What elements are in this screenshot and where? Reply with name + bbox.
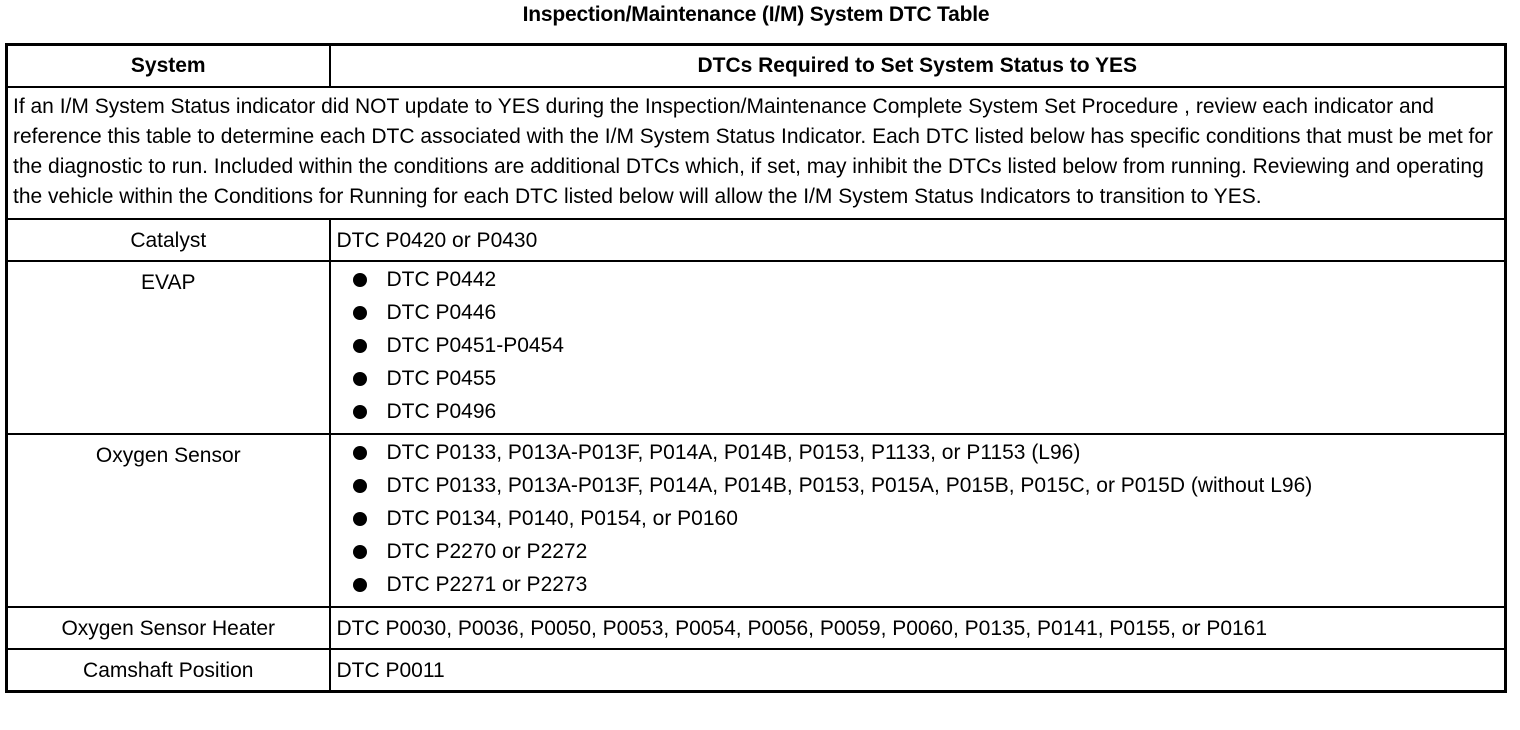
bullet-icon	[353, 479, 367, 493]
list-item	[351, 502, 1505, 535]
system-name: EVAP	[7, 261, 330, 434]
dtc-item-text: DTC P0133, P013A-P013F, P014A, P014B, P0153, P1133, or P1153 (L96)	[386, 441, 1081, 464]
dtc-list	[331, 262, 1505, 433]
list-item	[351, 395, 1505, 428]
system-name: Oxygen Sensor Heater	[7, 607, 330, 649]
list-item	[351, 263, 1505, 296]
dtc-item-text: DTC P0496	[386, 400, 497, 423]
bullet-icon	[353, 273, 367, 287]
list-item	[351, 362, 1505, 395]
bullet-icon	[353, 545, 367, 559]
table-row	[7, 434, 1506, 607]
bullet-icon	[353, 446, 367, 460]
system-name: Oxygen Sensor	[7, 434, 330, 607]
list-item	[351, 296, 1505, 329]
dtc-item-text: DTC P0442	[386, 268, 497, 291]
bullet-icon	[353, 578, 367, 592]
dtc-item-text: DTC P2270 or P2272	[386, 540, 588, 563]
table-row	[7, 261, 1506, 434]
list-item	[351, 568, 1505, 601]
system-name: Catalyst	[7, 219, 330, 261]
bullet-icon	[353, 512, 367, 526]
dtc-value: DTC P0011	[330, 649, 1506, 692]
header-system: System	[7, 45, 330, 88]
system-name: Camshaft Position	[7, 649, 330, 692]
dtc-item-text: DTC P2271 or P2273	[386, 573, 588, 596]
list-item	[351, 535, 1505, 568]
dtc-value: DTC P0030, P0036, P0050, P0053, P0054, P0056, P0059, P0060, P0135, P0141, P0155, or P0161	[330, 607, 1506, 649]
dtc-table	[5, 43, 1507, 693]
intro-row	[7, 87, 1506, 219]
intro-text: If an I/M System Status indicator did NOT update to YES during the Inspection/Maintenance Complete System Set Procedure , review each indicator and reference this table to determine each DTC associated with the I/M System Status Indicator. Each DTC listed below has specific conditions that must be met for the diagnostic to run. Included within the conditions are additional DTCs which, if set, may inhibit the DTCs listed below from running. Reviewing and operating the vehicle within the Conditions for Running for each DTC listed below will allow the I/M System Status Indicators to transition to YES.	[7, 87, 1506, 219]
header-row	[7, 45, 1506, 88]
dtc-item-text: DTC P0134, P0140, P0154, or P0160	[386, 507, 738, 530]
bullet-icon	[353, 339, 367, 353]
bullet-icon	[353, 372, 367, 386]
dtc-value: DTC P0420 or P0430	[330, 219, 1506, 261]
list-item	[351, 469, 1505, 502]
dtc-item-text: DTC P0455	[386, 367, 497, 390]
list-item	[351, 436, 1505, 469]
list-item	[351, 329, 1505, 362]
bullet-icon	[353, 306, 367, 320]
dtc-list-cell	[330, 434, 1506, 607]
dtc-item-text: DTC P0451-P0454	[386, 334, 564, 357]
table-row	[7, 607, 1506, 649]
table-row	[7, 649, 1506, 692]
dtc-list	[331, 435, 1505, 606]
dtc-item-text: DTC P0133, P013A-P013F, P014A, P014B, P0153, P015A, P015B, P015C, or P015D (without L96)	[386, 474, 1313, 497]
table-row	[7, 219, 1506, 261]
bullet-icon	[353, 405, 367, 419]
dtc-list-cell	[330, 261, 1506, 434]
table-title: Inspection/Maintenance (I/M) System DTC Table	[522, 3, 990, 26]
dtc-item-text: DTC P0446	[386, 301, 497, 324]
header-dtcs: DTCs Required to Set System Status to YES	[330, 45, 1506, 88]
